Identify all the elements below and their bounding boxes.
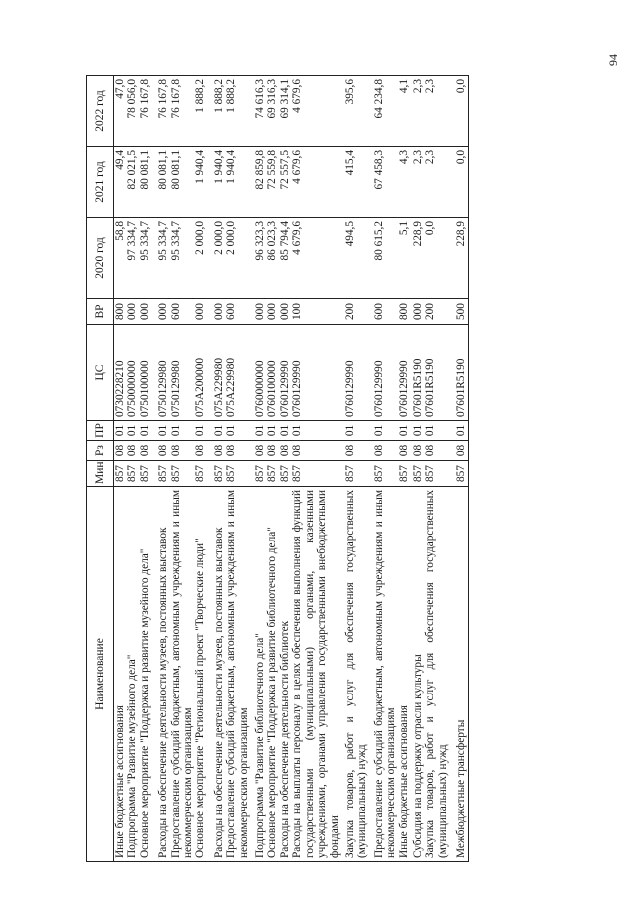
row-rz-cell: 08 [151,441,169,461]
row-pr-cell: 01 [194,421,206,441]
row-min-cell: 857 [341,461,369,487]
row-rz-cell: 08 [139,441,151,461]
row-min-cell: 857 [250,461,266,487]
row-2022-cell: 69 316,3 [266,76,278,147]
row-rz-cell: 08 [424,441,449,461]
row-2020-cell: 2 000,0 [194,218,206,299]
row-2022-cell: 47,0 [114,76,127,147]
row-pr-cell: 01 [225,421,250,441]
row-2020-cell: 0,0 [424,218,449,299]
row-vr-cell: 000 [266,299,278,325]
row-2020-cell: 228,9 [449,218,468,299]
row-vr-cell: 600 [369,299,398,325]
page-number: 94 [606,54,620,66]
row-min-cell: 857 [369,461,398,487]
row-min-cell: 857 [266,461,278,487]
row-min-cell: 857 [291,461,341,487]
row-name-cell: Предоставление субсидий бюджетным, автономным учреждениям и иным некоммерческим организациям [225,487,250,862]
row-vr-cell: 000 [207,299,225,325]
row-name-cell: Межбюджетные трансферты [449,487,468,862]
row-pr-cell: 01 [279,421,291,441]
row-min-cell: 857 [207,461,225,487]
row-2022-cell: 0,0 [449,76,468,147]
row-2022-cell: 1 888,2 [207,76,225,147]
row-vr-cell: 600 [170,299,195,325]
row-rz-cell: 08 [207,441,225,461]
row-name-cell: Основное мероприятие "Поддержка и развитие музейного дела" [139,487,151,862]
row-name-cell: Предоставление субсидий бюджетным, автономным учреждениям и иным некоммерческим организациям [170,487,195,862]
row-pr-cell: 01 [449,421,468,441]
row-rz-cell: 08 [170,441,195,461]
row-2021-cell: 82 021,5 [126,147,138,218]
header-name: Наименование [87,487,114,862]
row-pr-cell: 01 [341,421,369,441]
row-vr-cell: 100 [291,299,341,325]
row-2021-cell: 49,4 [114,147,127,218]
row-pr-cell: 01 [126,421,138,441]
row-2021-cell: 2,3 [410,147,424,218]
header-2022: 2022 год [87,76,114,147]
header-cs: ЦС [87,325,114,421]
row-2021-cell: 72 559,8 [266,147,278,218]
header-vr: ВР [87,299,114,325]
row-min-cell: 857 [139,461,151,487]
row-min-cell: 857 [424,461,449,487]
row-vr-cell: 200 [341,299,369,325]
row-cs-cell: 075A229980 [207,325,225,421]
row-2021-cell: 72 557,5 [279,147,291,218]
row-pr-cell: 01 [114,421,127,441]
row-2022-cell: 2,3 [424,76,449,147]
row-cs-cell: 07601R5190 [449,325,468,421]
row-2021-cell: 4 679,6 [291,147,341,218]
row-name-cell: Расходы на выплаты персоналу в целях обеспечения выполнения функций государственными (муниципальными) органами, казенными учреждениями, органами управления государственными внебюджетными фондами [291,487,341,862]
row-2020-cell: 95 334,7 [139,218,151,299]
row-2021-cell: 80 081,1 [139,147,151,218]
row-2022-cell: 1 888,2 [225,76,250,147]
row-2021-cell: 82 859,8 [250,147,266,218]
row-name-cell: Иные бюджетные ассигнования [114,487,127,862]
row-rz-cell: 08 [449,441,468,461]
row-vr-cell: 000 [250,299,266,325]
row-name-cell: Закупка товаров, работ и услуг для обеспечения государственных (муниципальных) нужд [424,487,449,862]
row-rz-cell: 08 [410,441,424,461]
row-2021-cell: 4,3 [398,147,410,218]
row-min-cell: 857 [225,461,250,487]
row-min-cell: 857 [151,461,169,487]
row-name-cell: Подпрограмма "Развитие библиотечного дела" [250,487,266,862]
row-vr-cell: 000 [194,299,206,325]
row-pr-cell: 01 [398,421,410,441]
row-2021-cell: 0,0 [449,147,468,218]
row-rz-cell: 08 [369,441,398,461]
rotated-page-content [86,76,601,862]
row-min-cell: 857 [114,461,127,487]
row-2020-cell: 97 334,7 [126,218,138,299]
row-rz-cell: 08 [291,441,341,461]
row-rz-cell: 08 [279,441,291,461]
row-cs-cell: 0730228210 [114,325,127,421]
row-rz-cell: 08 [341,441,369,461]
row-2022-cell: 395,6 [341,76,369,147]
table-row [279,76,291,862]
row-vr-cell: 800 [398,299,410,325]
row-2020-cell: 86 023,3 [266,218,278,299]
row-pr-cell: 01 [170,421,195,441]
row-cs-cell: 0760129990 [398,325,410,421]
row-vr-cell: 000 [151,299,169,325]
table-row [250,76,266,862]
row-pr-cell: 01 [369,421,398,441]
row-vr-cell: 600 [225,299,250,325]
row-vr-cell: 000 [279,299,291,325]
row-2020-cell: 80 615,2 [369,218,398,299]
table-row [225,76,250,862]
row-name-cell: Предоставление субсидий бюджетным, автономным учреждениям и иным некоммерческим организациям [369,487,398,862]
table-row [139,76,151,862]
row-cs-cell: 0760100000 [266,325,278,421]
table-row [194,76,206,862]
row-2020-cell: 58,8 [114,218,127,299]
table-row [170,76,195,862]
row-2022-cell: 69 314,1 [279,76,291,147]
row-rz-cell: 08 [398,441,410,461]
table-row [410,76,424,862]
table-row [369,76,398,862]
row-name-cell: Расходы на обеспечение деятельности музеев, постоянных выставок [207,487,225,862]
row-2021-cell: 415,4 [341,147,369,218]
table-row [151,76,169,862]
header-rz: Рз [87,441,114,461]
header-pr: ПР [87,421,114,441]
row-cs-cell: 07601R5190 [410,325,424,421]
row-2022-cell: 2,3 [410,76,424,147]
row-cs-cell: 075A200000 [194,325,206,421]
table-row [398,76,410,862]
row-min-cell: 857 [449,461,468,487]
row-name-cell: Основное мероприятие "Поддержка и развитие библиотечного дела" [266,487,278,862]
row-pr-cell: 01 [151,421,169,441]
row-vr-cell: 000 [139,299,151,325]
row-cs-cell: 0750000000 [126,325,138,421]
table-row [126,76,138,862]
row-vr-cell: 200 [424,299,449,325]
row-pr-cell: 01 [139,421,151,441]
row-2022-cell: 76 167,8 [170,76,195,147]
row-2022-cell: 4,1 [398,76,410,147]
header-2021: 2021 год [87,147,114,218]
row-pr-cell: 01 [424,421,449,441]
row-cs-cell: 0760129990 [279,325,291,421]
row-2022-cell: 1 888,2 [194,76,206,147]
row-vr-cell: 000 [410,299,424,325]
row-name-cell: Закупка товаров, работ и услуг для обеспечения государственных (муниципальных) нужд [341,487,369,862]
row-name-cell: Иные бюджетные ассигнования [398,487,410,862]
row-2020-cell: 2 000,0 [207,218,225,299]
row-min-cell: 857 [170,461,195,487]
row-2021-cell: 1 940,4 [225,147,250,218]
header-2020: 2020 год [87,218,114,299]
row-2022-cell: 78 056,0 [126,76,138,147]
row-name-cell: Подпрограмма "Развитие музейного дела" [126,487,138,862]
table-row [291,76,341,862]
row-2021-cell: 1 940,4 [194,147,206,218]
row-pr-cell: 01 [266,421,278,441]
row-pr-cell: 01 [207,421,225,441]
table-row [266,76,278,862]
row-min-cell: 857 [410,461,424,487]
header-min: Мин [87,461,114,487]
row-2022-cell: 76 167,8 [151,76,169,147]
row-min-cell: 857 [279,461,291,487]
table-row [114,76,127,862]
table-row [424,76,449,862]
row-rz-cell: 08 [114,441,127,461]
row-cs-cell: 0750100000 [139,325,151,421]
row-vr-cell: 800 [114,299,127,325]
budget-table [86,75,469,862]
row-name-cell: Основное мероприятие "Региональный проект "Творческие люди" [194,487,206,862]
row-2022-cell: 76 167,8 [139,76,151,147]
table-row [207,76,225,862]
row-2020-cell: 95 334,7 [170,218,195,299]
row-cs-cell: 0750129980 [170,325,195,421]
row-cs-cell: 0760000000 [250,325,266,421]
row-min-cell: 857 [398,461,410,487]
table-header-row [87,76,114,862]
row-name-cell: Субсидия на поддержку отрасли культуры [410,487,424,862]
row-name-cell: Расходы на обеспечение деятельности библиотек [279,487,291,862]
row-cs-cell: 07601R5190 [424,325,449,421]
row-name-cell: Расходы на обеспечение деятельности музеев, постоянных выставок [151,487,169,862]
row-2020-cell: 95 334,7 [151,218,169,299]
row-vr-cell: 000 [126,299,138,325]
row-pr-cell: 01 [291,421,341,441]
row-2022-cell: 74 616,3 [250,76,266,147]
row-min-cell: 857 [194,461,206,487]
row-2020-cell: 4 679,6 [291,218,341,299]
row-2021-cell: 67 458,3 [369,147,398,218]
row-cs-cell: 075A229980 [225,325,250,421]
row-2022-cell: 4 679,6 [291,76,341,147]
row-2021-cell: 2,3 [424,147,449,218]
row-2020-cell: 228,9 [410,218,424,299]
row-pr-cell: 01 [410,421,424,441]
row-pr-cell: 01 [250,421,266,441]
row-rz-cell: 08 [225,441,250,461]
row-2021-cell: 1 940,4 [207,147,225,218]
row-rz-cell: 08 [250,441,266,461]
row-min-cell: 857 [126,461,138,487]
table-row [449,76,468,862]
row-cs-cell: 0750129980 [151,325,169,421]
row-2020-cell: 96 323,3 [250,218,266,299]
table-row [341,76,369,862]
row-2020-cell: 5,1 [398,218,410,299]
row-rz-cell: 08 [266,441,278,461]
row-cs-cell: 0760129990 [341,325,369,421]
row-cs-cell: 0760129990 [291,325,341,421]
row-rz-cell: 08 [194,441,206,461]
row-rz-cell: 08 [126,441,138,461]
row-vr-cell: 500 [449,299,468,325]
row-2020-cell: 2 000,0 [225,218,250,299]
row-2020-cell: 494,5 [341,218,369,299]
row-2021-cell: 80 081,1 [151,147,169,218]
row-2020-cell: 85 794,4 [279,218,291,299]
row-2021-cell: 80 081,1 [170,147,195,218]
row-cs-cell: 0760129990 [369,325,398,421]
row-2022-cell: 64 234,8 [369,76,398,147]
